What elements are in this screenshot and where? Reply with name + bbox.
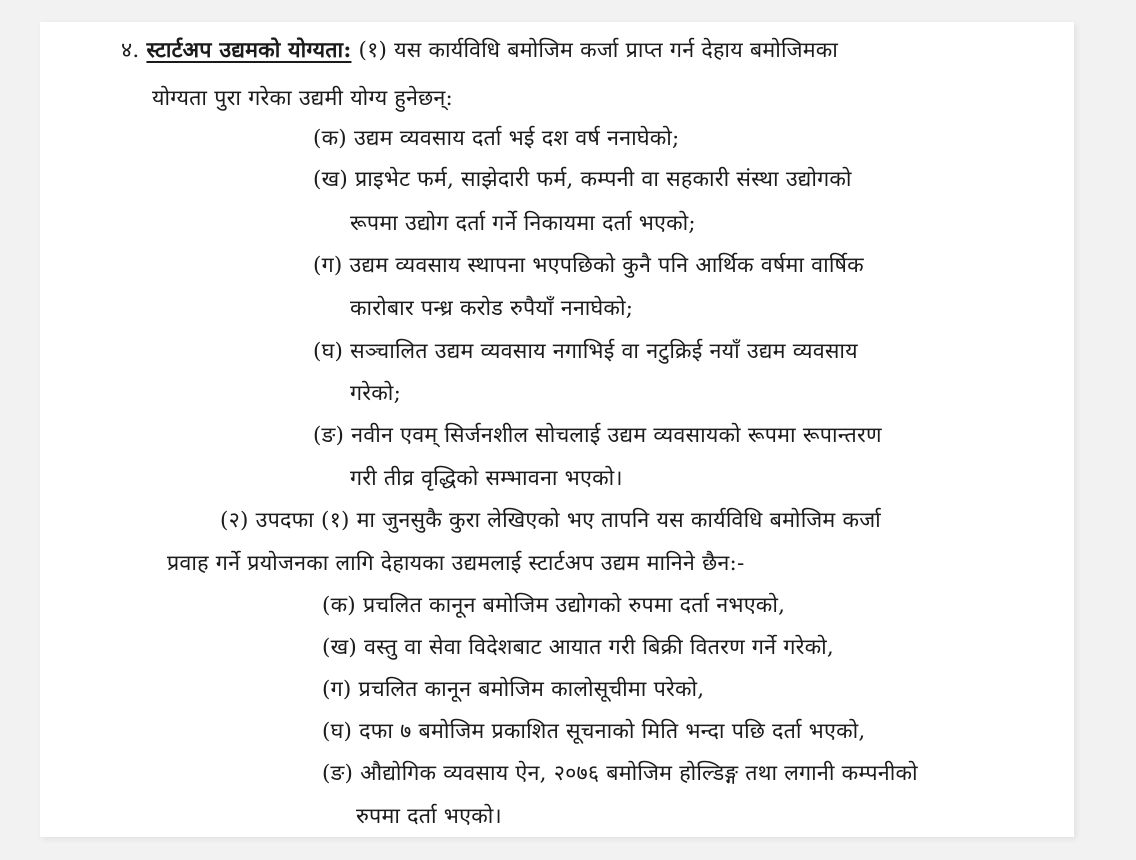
clause2-item-ka [322, 592, 785, 620]
clause2-line2: प्रवाह गर्ने प्रयोजनका लागि देहायका उद्यमलाई स्टार्टअप उद्यम मानिने छैन:- [167, 551, 745, 576]
item-label: (क) [313, 126, 347, 151]
clause2-item-ga [322, 676, 704, 704]
item-text: नवीन एवम् सिर्जनशील सोचलाई उद्यम व्यवसायको रूपमा रूपान्तरण [351, 423, 882, 448]
clause1-item-ga [313, 252, 864, 280]
section-title: स्टार्टअप उद्यमको योग्यता: [146, 38, 352, 63]
item-text: सञ्चालित उद्यम व्यवसाय नगाभिई वा नटुक्रिई नयाँ उद्यम व्यवसाय [350, 339, 858, 364]
section-number: ४. [121, 38, 140, 63]
item-label: (ग) [313, 253, 343, 278]
section-intro-line2: योग्यता पुरा गरेका उद्यमी योग्य हुनेछन्: [152, 86, 453, 111]
item-text: उद्यम व्यवसाय स्थापना भएपछिको कुनै पनि आर्थिक वर्षमा वार्षिक [349, 253, 864, 278]
clause1-item-ka [313, 125, 679, 153]
item-label: (क) [322, 593, 356, 618]
item-label: (ग) [322, 677, 352, 702]
clause1-item-nga-cont: गरी तीव्र वृद्धिको सम्भावना भएको। [350, 466, 623, 491]
item-text: वस्तु वा सेवा विदेशबाट आयात गरी बिक्री वितरण गर्ने गरेको, [364, 635, 834, 660]
clause2-item-kha [322, 634, 834, 662]
item-text: दफा ७ बमोजिम प्रकाशित सूचनाको मिति भन्दा पछि दर्ता भएको, [359, 719, 866, 744]
item-label: (घ) [313, 339, 344, 364]
item-text: प्रचलित कानून बमोजिम कालोसूचीमा परेको, [358, 677, 705, 702]
clause1-item-kha [313, 166, 852, 194]
item-label: (ख) [313, 167, 348, 192]
clause1-item-gha [313, 338, 858, 366]
item-text: उद्यम व्यवसाय दर्ता भई दश वर्ष ननाघेको; [353, 126, 680, 151]
item-text: औद्योगिक व्यवसाय ऐन, २०७६ बमोजिम होल्डिङ्ग तथा लगानी कम्पनीको [360, 761, 918, 786]
item-label: (ङ) [322, 761, 354, 786]
section-intro-line1: (१) यस कार्यविधि बमोजिम कर्जा प्राप्त गर्न देहाय बमोजिमका [351, 38, 839, 63]
clause2-item-nga [322, 760, 918, 788]
item-text: प्रचलित कानून बमोजिम उद्योगको रुपमा दर्ता नभएको, [362, 593, 786, 618]
item-label: (ख) [322, 635, 357, 660]
section-heading [121, 37, 838, 65]
clause1-item-kha-cont: रूपमा उद्योग दर्ता गर्ने निकायमा दर्ता भएको; [350, 211, 696, 236]
item-label: (ङ) [313, 423, 345, 448]
item-label: (घ) [322, 719, 353, 744]
clause2-item-nga-cont: रुपमा दर्ता भएको। [356, 804, 502, 829]
clause1-item-nga [313, 422, 882, 450]
clause2-item-gha [322, 718, 865, 746]
clause1-item-ga-cont: कारोबार पन्ध्र करोड रुपैयाँ ननाघेको; [350, 296, 634, 321]
clause1-item-gha-cont: गरेको; [350, 381, 402, 406]
clause2-line1: (२) उपदफा (१) मा जुनसुकै कुरा लेखिएको भए तापनि यस कार्यविधि बमोजिम कर्जा [220, 508, 881, 533]
item-text: प्राइभेट फर्म, साझेदारी फर्म, कम्पनी वा सहकारी संस्था उद्योगको [355, 167, 852, 192]
